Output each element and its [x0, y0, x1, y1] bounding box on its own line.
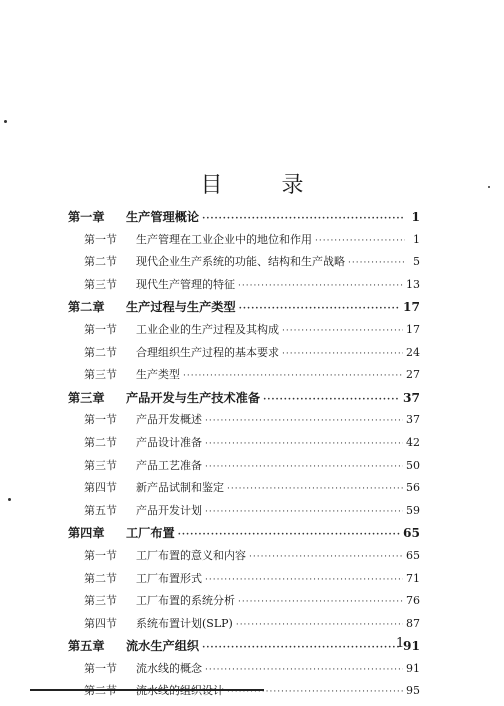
toc-entry-label: 合理组织生产过程的基本要求 — [136, 345, 279, 359]
toc-entry-number: 第二节 — [84, 571, 117, 585]
toc-entry-page: 76 — [406, 594, 420, 608]
toc-entry-label: 工厂布置 — [126, 526, 175, 541]
scan-speck — [4, 120, 7, 123]
toc-entry-page: 91 — [406, 661, 420, 675]
toc-leader-dots — [263, 395, 400, 405]
scan-speck — [488, 186, 490, 188]
toc-entry-number: 第三节 — [84, 277, 117, 291]
toc-chapter-row — [68, 637, 420, 660]
toc-leader-dots — [315, 236, 405, 246]
toc-chapter-row — [68, 298, 420, 321]
toc-entry-label: 工厂布置形式 — [136, 571, 202, 585]
toc-section-row — [68, 231, 420, 254]
toc-entry-number: 第二章 — [68, 300, 105, 315]
toc-entry-label: 现代企业生产系统的功能、结构和生产战略 — [136, 255, 345, 269]
toc-section-row — [68, 547, 420, 570]
toc-entry-page: 1 — [411, 210, 420, 224]
toc-leader-dots — [239, 304, 400, 314]
toc-leader-dots — [282, 326, 403, 336]
toc-leader-dots — [183, 371, 403, 381]
toc-section-row — [68, 434, 420, 457]
toc-section-row — [68, 366, 420, 389]
toc-entry-number: 第五节 — [84, 503, 117, 517]
toc-section-row — [68, 253, 420, 276]
toc-entry-page: 56 — [406, 481, 420, 495]
toc-title: 目 录 — [200, 173, 330, 198]
toc-section-row — [68, 592, 420, 615]
toc-leader-dots — [227, 484, 403, 494]
toc-chapter-row — [68, 208, 420, 231]
toc-leader-dots — [236, 620, 403, 630]
toc-entry-label: 流水生产组织 — [126, 639, 200, 654]
toc-section-row — [68, 411, 420, 434]
toc-leader-dots — [202, 214, 405, 224]
toc-entry-page: 27 — [406, 368, 420, 382]
toc-section-row — [68, 682, 420, 705]
toc-leader-dots — [205, 439, 403, 449]
toc-entry-label: 产品工艺准备 — [136, 458, 202, 472]
toc-entry-page: 65 — [406, 548, 420, 562]
toc-leader-dots — [348, 258, 405, 268]
toc-leader-dots — [205, 507, 403, 517]
toc-entry-number: 第四节 — [84, 616, 117, 630]
toc-leader-dots — [205, 665, 403, 675]
toc-entry-label: 工厂布置的系统分析 — [136, 594, 235, 608]
toc-entry-number: 第三章 — [68, 390, 105, 405]
toc-entry-page: 37 — [406, 413, 420, 427]
toc-entry-page: 5 — [413, 255, 420, 269]
toc-entry-number: 第二节 — [84, 345, 117, 359]
toc-entry-number: 第一章 — [68, 210, 105, 224]
toc-section-row — [68, 615, 420, 638]
toc-leader-dots — [178, 530, 400, 540]
toc-entry-page: 17 — [406, 322, 420, 336]
toc-entry-label: 系统布置计划(SLP) — [136, 616, 233, 630]
toc-entry-page: 50 — [406, 458, 420, 472]
toc-entry-page: 95 — [406, 684, 420, 698]
toc-entry-label: 现代生产管理的特征 — [136, 277, 235, 291]
toc-entry-number: 第二节 — [84, 435, 117, 449]
toc-entry-label: 生产管理概论 — [126, 210, 200, 224]
toc-leader-dots — [282, 349, 403, 359]
toc-entry-label: 流水线的概念 — [136, 661, 202, 675]
toc-chapter-row — [68, 524, 420, 547]
toc-section-row — [68, 502, 420, 525]
toc-entry-number: 第一节 — [84, 661, 117, 675]
toc-entry-page: 91 — [403, 639, 420, 654]
toc-entry-page: 37 — [403, 390, 420, 405]
toc-leader-dots — [249, 552, 403, 562]
toc-entry-label: 产品开发计划 — [136, 503, 202, 517]
toc-entry-page: 24 — [406, 345, 420, 359]
toc-entry-number: 第三节 — [84, 368, 117, 382]
toc-entry-page: 1 — [413, 232, 420, 246]
toc-entry-number: 第三节 — [84, 458, 117, 472]
toc-section-row — [68, 457, 420, 480]
toc-entry-label: 工厂布置的意义和内容 — [136, 548, 246, 562]
scan-speck — [8, 498, 11, 501]
toc-entry-number: 第五章 — [68, 639, 105, 654]
toc-entry-number: 第一节 — [84, 322, 117, 336]
footer-rule — [30, 689, 264, 691]
toc-entry-label: 新产品试制和鉴定 — [136, 481, 224, 495]
toc-entry-label: 工业企业的生产过程及其构成 — [136, 322, 279, 336]
toc-entry-label: 产品设计准备 — [136, 435, 202, 449]
toc-section-row — [68, 479, 420, 502]
toc-entry-number: 第一节 — [84, 548, 117, 562]
toc-leader-dots — [238, 597, 403, 607]
table-of-contents — [68, 208, 420, 705]
toc-section-row — [68, 321, 420, 344]
toc-entry-number: 第三节 — [84, 594, 117, 608]
toc-leader-dots — [205, 462, 403, 472]
toc-entry-page: 65 — [403, 526, 420, 541]
toc-section-row — [68, 276, 420, 299]
toc-entry-label: 生产过程与生产类型 — [126, 300, 236, 315]
toc-section-row — [68, 570, 420, 593]
toc-entry-number: 第二节 — [84, 255, 117, 269]
toc-leader-dots — [202, 643, 400, 653]
toc-leader-dots — [205, 575, 403, 585]
toc-entry-page: 87 — [406, 616, 420, 630]
toc-section-row — [68, 344, 420, 367]
toc-entry-number: 第四章 — [68, 526, 105, 541]
toc-entry-label: 产品开发概述 — [136, 413, 202, 427]
toc-entry-page: 13 — [406, 277, 420, 291]
toc-leader-dots — [205, 416, 403, 426]
toc-leader-dots — [238, 281, 403, 291]
toc-section-row — [68, 660, 420, 683]
toc-entry-label: 产品开发与生产技术准备 — [126, 390, 261, 405]
toc-entry-page: 42 — [406, 435, 420, 449]
toc-entry-page: 17 — [403, 300, 420, 315]
toc-chapter-row — [68, 389, 420, 412]
toc-entry-number: 第一节 — [84, 232, 117, 246]
toc-entry-label: 生产管理在工业企业中的地位和作用 — [136, 232, 312, 246]
toc-entry-number: 第一节 — [84, 413, 117, 427]
toc-entry-label: 生产类型 — [136, 368, 180, 382]
toc-entry-number: 第四节 — [84, 481, 117, 495]
toc-entry-page: 59 — [406, 503, 420, 517]
page-number: 1 — [396, 636, 405, 651]
toc-entry-page: 71 — [406, 571, 420, 585]
